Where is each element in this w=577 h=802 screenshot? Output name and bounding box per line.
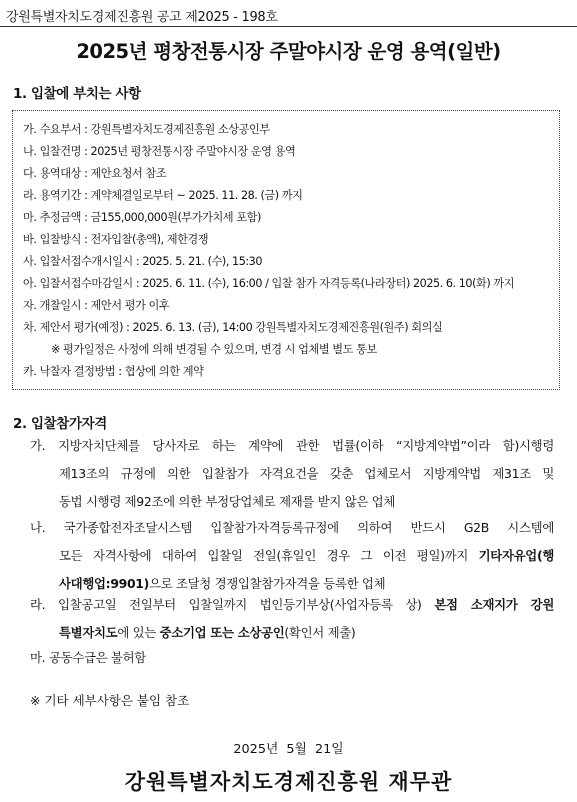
qualification-na-line1: 나. 국가종합전자조달시스템 입찰참가자격등록규정에 의하여 반드시 G2B 시스템에 <box>30 520 554 535</box>
qualification-ga <box>30 436 564 520</box>
qualification-ma <box>30 648 564 676</box>
item-submission-deadline: 아. 입찰서접수마감일시 : 2025. 6. 11. (수), 16:00 / 입찰 참가 자격등록(나라장터) 2025. 6. 10(화) 까지 <box>23 277 515 290</box>
qualification-ma-line: 마. 공동수급은 불허함 <box>30 650 146 665</box>
section1-box <box>12 110 560 390</box>
page-title: 2025년 평창전통시장 주말야시장 운영 용역(일반) <box>76 40 501 63</box>
qualification-ga-line1: 가. 지방자치단체를 당사자로 하는 계약에 관한 법률(이하 “지방계약법”이라 함)시행령 <box>30 438 554 453</box>
item-proposal-evaluation: 차. 제안서 평가(예정) : 2025. 6. 13. (금), 14:00 강원특별자치도경제진흥원(원주) 회의실 <box>23 321 443 334</box>
notice-number: 강원특별자치도경제진흥원 공고 제2025 - 198호 <box>6 10 278 25</box>
item-opening-date: 자. 개찰일시 : 제안서 평가 이후 <box>23 299 170 312</box>
qualification-ra-line1: 라. 입찰공고일 전일부터 입찰일까지 법인등기부상(사업자등록 상) 본점 소재지가 강원 <box>30 597 554 612</box>
item-bid-name: 나. 입찰건명 : 2025년 평창전통시장 주말야시장 운영 용역 <box>23 145 296 158</box>
item-estimated-amount: 마. 추정금액 : 금155,000,000원(부가가치세 포함) <box>23 211 261 224</box>
qualification-na <box>30 518 564 602</box>
signatory: 강원특별자치도경제진흥원 재무관 <box>124 769 453 794</box>
item-service-period: 라. 용역기간 : 계약체결일로부터 ~ 2025. 11. 28. (금) 까지 <box>23 189 303 202</box>
qualification-na-line2: 모든 자격사항에 대하여 입찰일 전일(휴일인 경우 그 이전 평일)까지 기타자유업(행 <box>59 548 554 563</box>
section2-heading: 2. 입찰참가자격 <box>13 416 107 432</box>
item-bid-method: 바. 입찰방식 : 전자입찰(총액), 제한경쟁 <box>23 233 209 246</box>
header-divider <box>0 26 577 27</box>
item-department: 가. 수요부서 : 강원특별자치도경제진흥원 소상공인부 <box>23 123 270 136</box>
section1-heading: 1. 입찰에 부치는 사항 <box>13 86 141 102</box>
item-service-target: 다. 용역대상 : 제안요청서 참조 <box>23 167 167 180</box>
qualification-ra <box>30 595 564 651</box>
misc-note: ※ 기타 세부사항은 붙임 참조 <box>30 693 190 708</box>
item-submission-start: 사. 입찰서접수개시일시 : 2025. 5. 21. (수), 15:30 <box>23 255 263 268</box>
item-schedule-note: ※ 평가일정은 사정에 의해 변경될 수 있으며, 변경 시 업체별 별도 통보 <box>51 343 377 356</box>
qualification-na-line3: 사대행업:9901)으로 조달청 경쟁입찰참가자격을 등록한 업체 <box>59 576 386 591</box>
qualification-ga-line2: 제13조의 규정에 의한 입찰참가 자격요건을 갖춘 업체로서 지방계약법 제31조 및 <box>59 466 554 481</box>
qualification-ra-line2: 특별자치도에 있는 중소기업 또는 소상공인(확인서 제출) <box>59 625 356 640</box>
item-award-method: 카. 낙찰자 결정방법 : 협상에 의한 계약 <box>23 365 204 378</box>
notice-date: 2025년 5월 21일 <box>233 742 344 757</box>
qualification-ga-line3: 동법 시행령 제92조에 의한 부정당업체로 제재를 받지 않은 업체 <box>59 494 396 509</box>
